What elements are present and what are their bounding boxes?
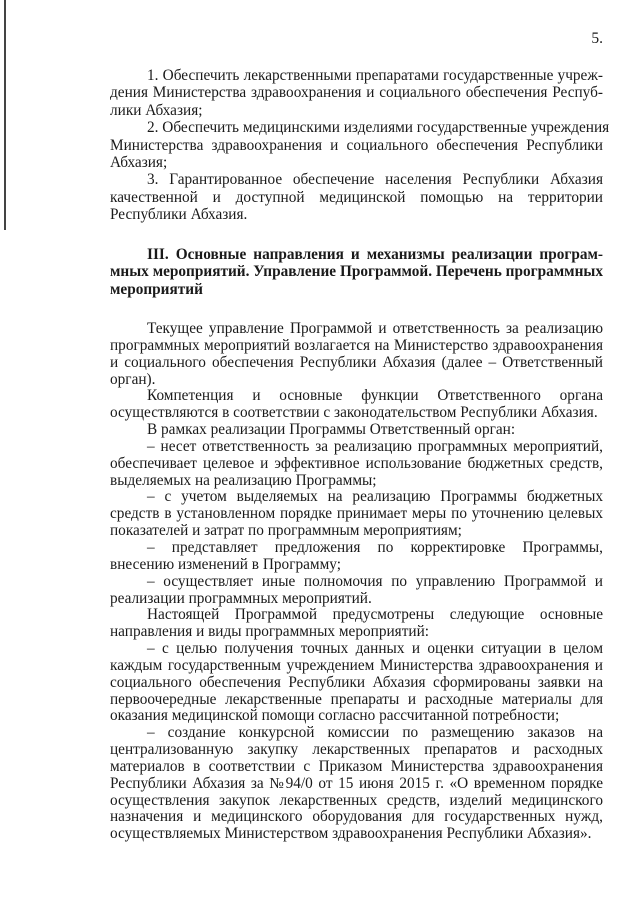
text-line: – представляет предложения по корректировке Программы, xyxy=(147,538,603,556)
text-line: централизованную закупку лекарственных препаратов и расходных xyxy=(110,741,603,759)
scan-edge-line xyxy=(4,0,6,230)
text-line: мных мероприятий. Управление Программой. Перечень программных xyxy=(110,263,603,281)
paragraph xyxy=(110,725,603,843)
text-line: выделяемых на реализацию Программы; xyxy=(110,471,377,489)
text-line: осуществления закупок лекарственных средств, изделий медицинского xyxy=(110,791,603,809)
text-line: обеспечивает целевое и эффективное использование бюджетных средств, xyxy=(110,454,603,472)
text-line: В рамках реализации Программы Ответственный орган: xyxy=(147,421,516,439)
text-line: реализации программных мероприятий. xyxy=(110,589,372,607)
paragraph xyxy=(110,574,603,608)
paragraph xyxy=(110,422,603,439)
text-line: назначения и медицинского оборудования для государственных нужд, xyxy=(110,808,603,826)
text-line: социального обеспечения Республики Абхазия сформированы заявки на xyxy=(110,673,603,691)
text-line: орган). xyxy=(110,370,156,388)
text-line: – с целью получения точных данных и оценки ситуации в целом xyxy=(147,640,603,658)
text-line: первоочередные лекарственные препараты и расходные материалы для xyxy=(110,690,603,708)
goal-item xyxy=(110,67,603,119)
text-line: осуществляются в соответствии с законодательством Республики Абхазия. xyxy=(110,404,598,422)
section-heading xyxy=(110,246,603,298)
heading-text xyxy=(110,246,603,298)
text-line: каждым государственным учреждением Министерства здравоохранения и xyxy=(110,656,603,674)
paragraph xyxy=(110,388,603,422)
paragraph xyxy=(110,540,603,574)
text-line: 1. Обеспечить лекарственными препаратами государственные учреж- xyxy=(147,67,603,84)
text-line: – с учетом выделяемых на реализацию Программы бюджетных xyxy=(147,488,603,506)
paragraph xyxy=(110,439,603,490)
text-line: дения Министерства здравоохранения и социального обеспечения Респуб- xyxy=(110,84,603,102)
text-line: Текущее управление Программой и ответственность за реализацию xyxy=(147,320,603,337)
goal-item xyxy=(110,119,610,172)
text-line: и социального обеспечения Республики Абхазия (далее – Ответственный xyxy=(110,353,603,371)
text-line: Компетенция и основные функции Ответственного органа xyxy=(147,387,603,405)
text-line: III. Основные направления и механизмы реализации програм- xyxy=(147,246,603,263)
text-line: средств в установленном порядке принимает меры по уточнению целевых xyxy=(110,505,603,523)
section-body xyxy=(110,321,603,843)
text-line: Абхазия; xyxy=(110,154,168,172)
text-line: программных мероприятий возлагается на Министерство здравоохранения xyxy=(110,336,603,354)
paragraph xyxy=(110,321,603,388)
text-line: осуществляемых Министерством здравоохранения Республики Абхазия». xyxy=(110,825,592,843)
text-line: – создание конкурсной комиссии по размещению заказов на xyxy=(147,724,603,742)
text-line: 2. Обеспечить медицинскими изделиями государственные учреждения xyxy=(147,119,610,137)
paragraph xyxy=(110,489,603,540)
text-line: показателей и затрат по программным мероприятиям; xyxy=(110,522,462,540)
text-line: – несет ответственность за реализацию программных мероприятий, xyxy=(147,437,603,455)
text-line: лики Абхазия; xyxy=(110,101,203,119)
text-line: Республики Абхазия за №94/0 от 15 июня 2015 г. «О временном порядке xyxy=(110,774,603,792)
text-line: направления и виды программных мероприятий: xyxy=(110,623,430,641)
text-line: внесению изменений в Программу; xyxy=(110,555,341,573)
text-line: Настоящей Программой предусмотрены следующие основные xyxy=(147,606,603,624)
text-line: качественной и доступной медицинской помощью на территории xyxy=(110,188,603,206)
text-line: оказания медицинской помощи согласно рассчитанной потребности; xyxy=(110,707,560,725)
paragraph xyxy=(110,641,603,725)
text-line: – осуществляет иные полномочия по управлению Программой и xyxy=(147,572,603,590)
text-line: Республики Абхазия. xyxy=(110,206,248,224)
text-line: Министерства здравоохранения и социального обеспечения Республики xyxy=(110,136,603,154)
text-line: материалов в соответствии с Приказом Министерства здравоохранения xyxy=(110,757,603,775)
text-line: 3. Гарантированное обеспечение населения Республики Абхазия xyxy=(147,171,603,189)
goals-list xyxy=(110,67,610,224)
text-line: мероприятий xyxy=(110,280,203,298)
page-number: 5. xyxy=(591,30,603,47)
paragraph xyxy=(110,607,603,641)
goal-item xyxy=(110,171,603,223)
